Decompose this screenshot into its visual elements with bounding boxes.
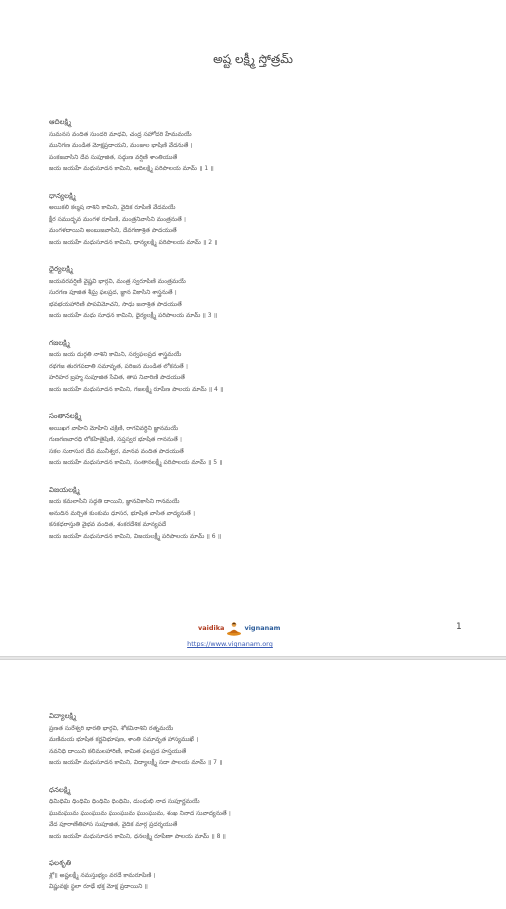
verse-line: మణిమయ భూషిత కర్ణవిభూషణ, శాంతి సమావృత హాస్యముఖే ।	[49, 736, 199, 743]
verse-line: మునిగణ మండిత మోక్షప్రదాయని, మంజుల భాషిణి వేదనుతే ।	[49, 142, 193, 149]
verse-line: జయ జయ దుర్గతి నాశిని కామిని, సర్వఫలప్రద శాస్త్రమయే	[49, 351, 182, 358]
verse-line: కనకధరాస్తుతి వైభవ వందిత, శంకరదేశిక మాన్యపదే	[49, 521, 167, 528]
verse-line: గుణగణవారధి లోకహితైషిణి, సప్తస్వర భూషిత గాననుతే ।	[49, 436, 182, 443]
logo-word-vaidika: vaidika	[198, 624, 225, 632]
stanza-3	[49, 264, 469, 322]
verse-line: శ్లో॥ అష్టలక్ష్మీ నమస్తుభ్యం వరదే కామరూపిణి ।	[49, 871, 156, 879]
verse-line: జయ జయహే మధు సూధన కామిని, ధైర్యలక్ష్మీ పరిపాలయ మామ్ ॥ 3 ॥	[49, 312, 218, 319]
verse-line: వేద పూరాణేతిహాస సుపూజిత, వైదిక మార్గ ప్రదర్శయుతే	[49, 821, 178, 828]
stotram-sections	[49, 711, 469, 909]
stanza-6	[49, 485, 469, 543]
verse-line: జయ జయహే మధుసూదన కామిని, గజలక్ష్మీ రూపేణ పాలయ మామ్ ॥ 4 ॥	[49, 385, 224, 393]
verse-line: పంకజవాసిని దేవ సుపూజిత, సద్గుణ వర్షిణి శాంతియుతే	[49, 153, 178, 161]
verse-line: జయ జయహే మధుసూదన కామిని, విద్యాలక్ష్మీ సదా పాలయ మామ్ ॥ 7 ॥	[49, 759, 223, 766]
stanza-8	[49, 785, 469, 843]
document-page-2	[0, 660, 506, 900]
verse-line: ధిమిధిమి ధింధిమి ధింధిమి ధింధిమి, దుంధుభి నాద సుపూర్ణమయే	[49, 798, 200, 805]
verse-line: ఘుమఘుమ ఘుంఘుమ ఘుంఘుమ ఘుంఘుమ, శంఖ నినాద సువాద్యనుతే ।	[49, 809, 231, 817]
page-title: అష్ట లక్ష్మీ స్తోత్రమ్	[213, 52, 293, 66]
page-number: 1	[456, 622, 462, 632]
verse-line: విష్ణువక్షః స్థలా రూఢే భక్త మోక్ష ప్రదాయిని ॥	[49, 883, 148, 890]
stanza-7	[49, 711, 469, 769]
verse-line: అయికలి కల్మష నాశిని కామిని, వైదిక రూపిణి వేదమయే	[49, 204, 176, 211]
verse-line: అనుదిన మర్చిత కుంకుమ ధూసర, భూషిత వాసిత వాద్యనుతే ।	[49, 509, 196, 517]
stanza-5	[49, 411, 469, 469]
verse-line: జయ జయహే మధుసూదన కామిని, సంతానలక్ష్మీ పరిపాలయ మామ్ ॥ 5 ॥	[49, 459, 223, 466]
verse-line: రథగజ తురగపదాతి సమావృత, పరిజన మండిత లోకనుతే ।	[49, 362, 188, 370]
verse-line: జయ జయహే మధుసూదన కామిని, ధాన్యలక్ష్మి పరిపాలయ మామ్ ॥ 2 ॥	[49, 238, 218, 246]
phalashruti	[49, 858, 469, 893]
meditating-sage-icon	[226, 620, 242, 636]
stanza-title: ధాన్యలక్ష్మి	[49, 191, 76, 200]
verse-line: నవనిధి దాయిని కలిమలహారిణి, కామిత ఫలప్రద హస్తయుతే	[49, 747, 187, 755]
verse-line: సుమనస వందిత సుందరి మాధవి, చంద్ర సహోదరి హేమమయే	[49, 130, 192, 138]
stanza-title: ధైర్యలక్ష్మి	[49, 265, 73, 273]
verse-line: అయిఖగ వాహిని మోహిని చక్రిణి, రాగవివర్ధిని జ్ఞానమయే	[49, 424, 179, 432]
verse-line: జయ కమలాసిని సద్గతి దాయిని, జ్ఞానవికాసిని గానమయే	[49, 498, 180, 505]
verse-line: హరిహర బ్రహ్మ సుపూజిత సేవిత, తాప నివారిణి పాదయుతే	[49, 374, 185, 381]
website-link[interactable]: https://www.vignanam.org	[187, 640, 273, 648]
verse-line: జయ జయహే మధుసూదన కామిని, ఆదిలక్ష్మి పరిపాలయ మామ్ ॥ 1 ॥	[49, 165, 214, 172]
stanza-title: ఆదిలక్ష్మి	[49, 118, 72, 126]
stanza-title: గజలక్ష్మి	[49, 338, 70, 347]
verse-line: క్షీర సముద్భవ మంగళ రూపిణి, మంత్రనివాసిని మంత్రనుతే ।	[49, 215, 186, 223]
stanza-title: సంతానలక్ష్మి	[49, 412, 82, 420]
verse-line: సురగణ పూజిత శీఘ్ర ఫలప్రద, జ్ఞాన వికాసిని శాస్త్రనుతే ।	[49, 289, 177, 296]
stanza-2	[49, 191, 469, 249]
stanza-title: విజయలక్ష్మి	[49, 485, 80, 494]
stanza-4	[49, 338, 469, 396]
stanza-title: విద్యాలక్ష్మి	[49, 712, 77, 720]
logo-word-vignanam: vignanam	[244, 624, 281, 632]
verse-line: జయ జయహే మధుసూదన కామిని, విజయలక్ష్మీ పరిపాలయ మామ్ ॥ 6 ॥	[49, 532, 222, 540]
verse-line: జయ జయహే మధుసూదన కామిని, ధనలక్ష్మి రూపేణా పాలయ మామ్ ॥ 8 ॥	[49, 832, 226, 840]
verse-line: భవభయహారిణి పాపవిమోచని, సాధు జనాశ్రిత పాదయుతే	[49, 300, 182, 308]
verse-line: మంగళదాయిని అంబుజవాసిని, దేవగణాశ్రిత పాదయుతే	[49, 227, 177, 234]
stanza-1	[49, 117, 469, 175]
stanza-title: ధనలక్ష్మి	[49, 785, 71, 794]
verse-line: సకల సురాసుర దేవ మునీశ్వర, మానవ వందిత పాదయుతే	[49, 447, 184, 455]
stanza-title: ఫలశృతి	[49, 859, 72, 867]
vaidika-vignanam-logo	[198, 620, 280, 636]
verse-line: జయవరవర్షిణి వైష్ణవి భార్గవి, మంత్ర స్వరూపిణి మంత్రమయే	[49, 277, 186, 285]
verse-line: ప్రణత సురేశ్వరి భారతి భార్గవి, శోకవినాశిని రత్నమయే	[49, 724, 174, 732]
stotram-sections	[49, 117, 469, 558]
